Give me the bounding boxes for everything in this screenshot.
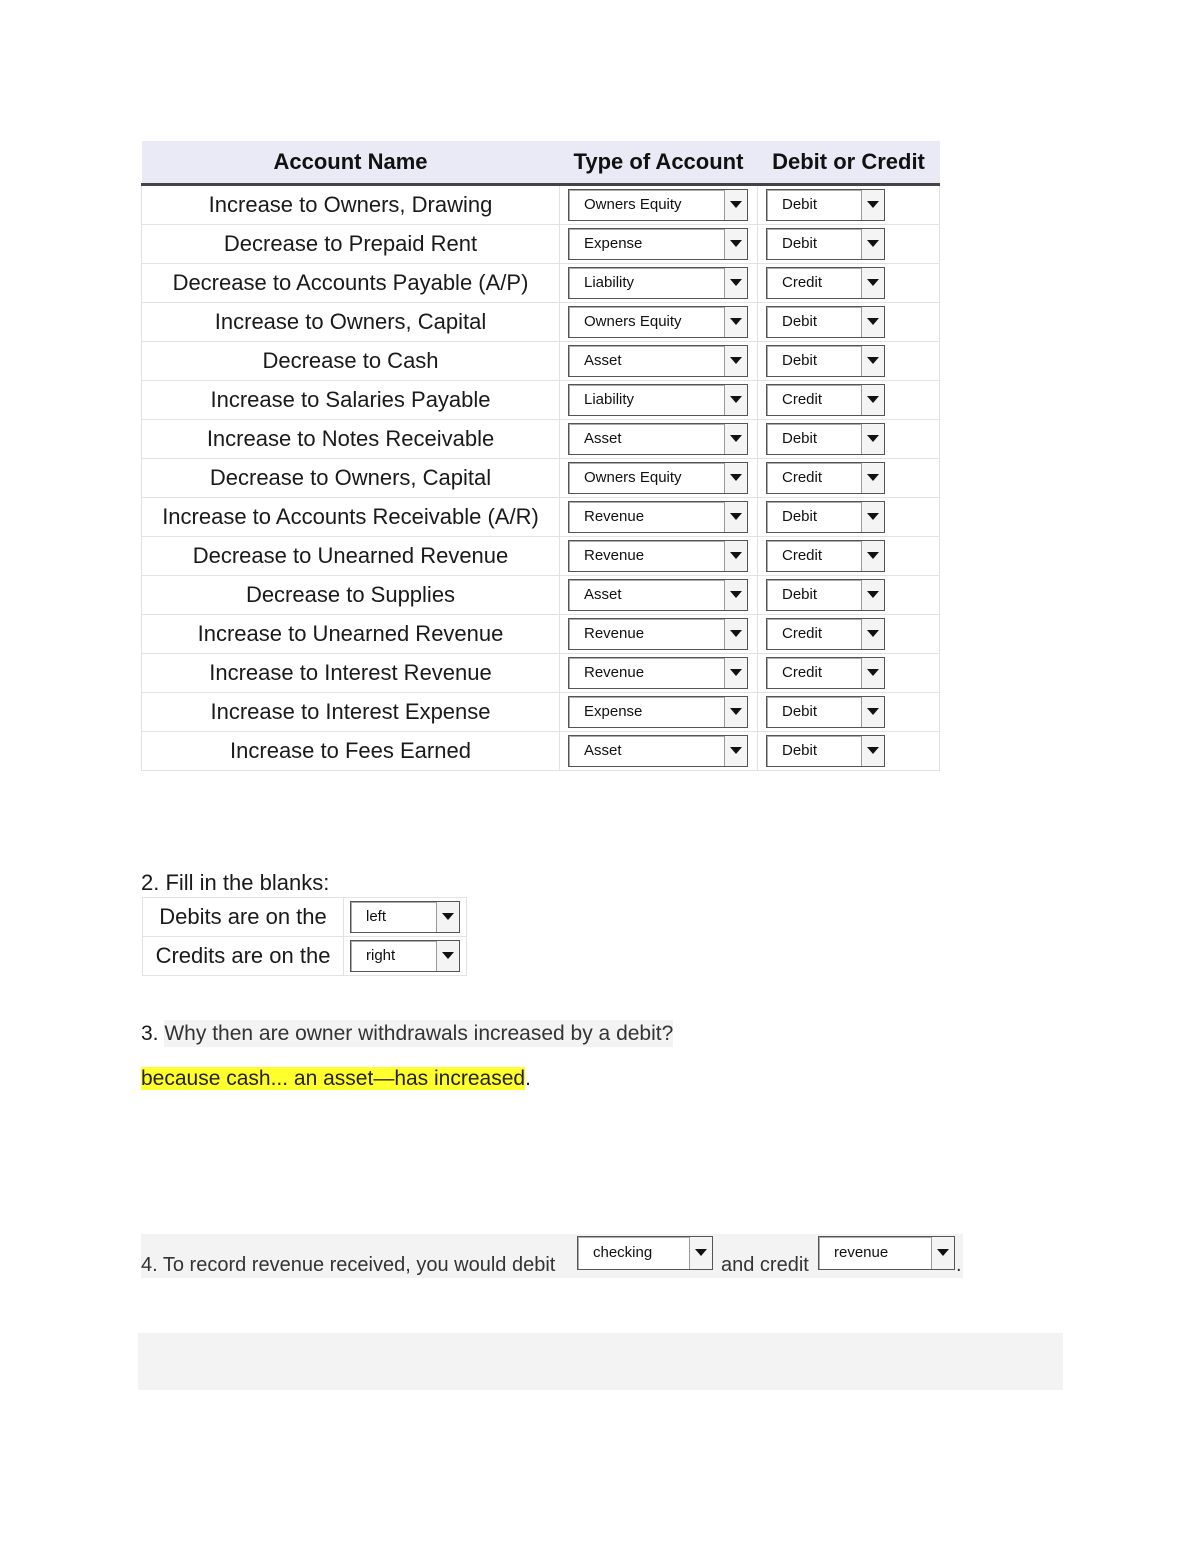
debit-or-credit-select[interactable] bbox=[766, 540, 885, 572]
debit-or-credit-select[interactable] bbox=[766, 735, 885, 767]
account-name-cell bbox=[142, 537, 560, 576]
table-header-row bbox=[142, 141, 940, 185]
type-of-account-select[interactable] bbox=[568, 384, 748, 416]
table-row bbox=[142, 185, 940, 225]
account-name: Increase to Owners, Capital bbox=[214, 309, 487, 334]
select-value: Credit bbox=[782, 274, 823, 291]
account-name: Decrease to Cash bbox=[262, 348, 439, 373]
select-value: Debit bbox=[782, 235, 818, 252]
select-value: Debit bbox=[782, 586, 818, 603]
table-row bbox=[143, 898, 467, 937]
select-value: Credit bbox=[782, 547, 823, 564]
debit-or-credit-select[interactable] bbox=[766, 657, 885, 689]
chevron-down-icon[interactable] bbox=[724, 697, 747, 727]
select-value: Owners Equity bbox=[584, 313, 682, 330]
credits-side-select[interactable] bbox=[350, 940, 460, 972]
chevron-down-icon[interactable] bbox=[724, 736, 747, 766]
chevron-down-icon[interactable] bbox=[436, 941, 459, 971]
chevron-down-icon[interactable] bbox=[861, 697, 884, 727]
type-of-account-select[interactable] bbox=[568, 501, 748, 533]
select-value: Debit bbox=[782, 196, 818, 213]
account-name: Increase to Interest Revenue bbox=[209, 660, 492, 685]
select-value: Credit bbox=[782, 469, 823, 486]
account-name-cell bbox=[142, 342, 560, 381]
type-of-account-select[interactable] bbox=[568, 189, 748, 221]
chevron-down-icon[interactable] bbox=[861, 736, 884, 766]
debit-or-credit-select[interactable] bbox=[766, 306, 885, 338]
chevron-down-icon[interactable] bbox=[861, 502, 884, 532]
select-value: Credit bbox=[782, 391, 823, 408]
header-type-of-account: Type of Account bbox=[560, 141, 758, 185]
chevron-down-icon[interactable] bbox=[724, 463, 747, 493]
select-value: Revenue bbox=[584, 625, 645, 642]
account-name-cell bbox=[142, 615, 560, 654]
account-name: Increase to Interest Expense bbox=[210, 699, 491, 724]
chevron-down-icon[interactable] bbox=[861, 268, 884, 298]
table-row bbox=[142, 420, 940, 459]
debit-or-credit-select[interactable] bbox=[766, 696, 885, 728]
q3-answer bbox=[141, 1067, 531, 1091]
type-of-account-select[interactable] bbox=[568, 579, 748, 611]
select-value: Debit bbox=[782, 508, 818, 525]
account-name-cell bbox=[142, 381, 560, 420]
chevron-down-icon[interactable] bbox=[861, 190, 884, 220]
chevron-down-icon[interactable] bbox=[724, 268, 747, 298]
select-value: Debit bbox=[782, 742, 818, 759]
select-value: Owners Equity bbox=[584, 469, 682, 486]
table-row bbox=[143, 937, 467, 976]
select-value: Asset bbox=[584, 352, 622, 369]
q4-middle: and credit bbox=[721, 1254, 809, 1276]
q3-answer-highlight: because cash... an asset—has increased bbox=[141, 1067, 526, 1090]
table-row bbox=[142, 615, 940, 654]
chevron-down-icon[interactable] bbox=[724, 190, 747, 220]
debit-or-credit-select[interactable] bbox=[766, 579, 885, 611]
chevron-down-icon[interactable] bbox=[724, 229, 747, 259]
account-name-cell bbox=[142, 459, 560, 498]
select-value: Revenue bbox=[584, 664, 645, 681]
table-row bbox=[142, 576, 940, 615]
debit-or-credit-select[interactable] bbox=[766, 462, 885, 494]
type-of-account-select[interactable] bbox=[568, 345, 748, 377]
table-row bbox=[142, 498, 940, 537]
chevron-down-icon[interactable] bbox=[931, 1237, 954, 1269]
chevron-down-icon[interactable] bbox=[724, 580, 747, 610]
chevron-down-icon[interactable] bbox=[861, 541, 884, 571]
debit-or-credit-select[interactable] bbox=[766, 189, 885, 221]
q3-number: 3. bbox=[141, 1022, 159, 1045]
select-value: right bbox=[366, 947, 396, 964]
select-value: Asset bbox=[584, 586, 622, 603]
select-value: checking bbox=[593, 1244, 653, 1261]
account-name: Increase to Accounts Receivable (A/R) bbox=[162, 504, 539, 529]
q2-title: 2. Fill in the blanks: bbox=[141, 870, 330, 895]
account-name: Decrease to Supplies bbox=[245, 582, 456, 607]
select-value: Revenue bbox=[584, 547, 645, 564]
chevron-down-icon[interactable] bbox=[861, 346, 884, 376]
chevron-down-icon[interactable] bbox=[436, 902, 459, 932]
select-value: Debit bbox=[782, 430, 818, 447]
account-name-cell bbox=[142, 264, 560, 303]
account-name-cell bbox=[142, 185, 560, 225]
debit-or-credit-select[interactable] bbox=[766, 345, 885, 377]
select-value: left bbox=[366, 908, 387, 925]
q3-answer-period: . bbox=[525, 1067, 531, 1090]
type-of-account-select[interactable] bbox=[568, 267, 748, 299]
type-of-account-select[interactable] bbox=[568, 423, 748, 455]
account-name: Decrease to Accounts Payable (A/P) bbox=[172, 270, 529, 295]
table-row bbox=[142, 264, 940, 303]
account-name-cell bbox=[142, 303, 560, 342]
debits-side-select[interactable] bbox=[350, 901, 460, 933]
chevron-down-icon[interactable] bbox=[861, 385, 884, 415]
account-name-cell bbox=[142, 732, 560, 771]
select-value: Liability bbox=[584, 274, 635, 291]
chevron-down-icon[interactable] bbox=[861, 658, 884, 688]
q3-question-text: Why then are owner withdrawals increased by a debit? bbox=[164, 1022, 674, 1045]
select-value: Debit bbox=[782, 352, 818, 369]
table-row bbox=[142, 342, 940, 381]
account-name: Decrease to Prepaid Rent bbox=[223, 231, 478, 256]
credits-label: Credits are on the bbox=[143, 937, 344, 976]
table-row bbox=[142, 732, 940, 771]
q4-prefix: 4. To record revenue received, you would debit bbox=[141, 1254, 556, 1276]
select-value: Liability bbox=[584, 391, 635, 408]
debit-or-credit-select[interactable] bbox=[766, 501, 885, 533]
table-row bbox=[142, 537, 940, 576]
table-row bbox=[142, 693, 940, 732]
header-account-name: Account Name bbox=[142, 141, 560, 185]
answer-box bbox=[138, 1333, 1063, 1390]
account-name-cell bbox=[142, 576, 560, 615]
type-of-account-select[interactable] bbox=[568, 306, 748, 338]
account-name: Increase to Fees Earned bbox=[230, 738, 471, 763]
select-value: Asset bbox=[584, 430, 622, 447]
account-name: Decrease to Unearned Revenue bbox=[192, 543, 509, 568]
account-name-cell bbox=[142, 420, 560, 459]
fill-blanks-table bbox=[142, 897, 467, 976]
debits-label: Debits are on the bbox=[143, 898, 344, 937]
debit-or-credit-select[interactable] bbox=[766, 228, 885, 260]
chevron-down-icon[interactable] bbox=[724, 658, 747, 688]
chevron-down-icon[interactable] bbox=[861, 307, 884, 337]
chevron-down-icon[interactable] bbox=[724, 424, 747, 454]
chevron-down-icon[interactable] bbox=[724, 307, 747, 337]
select-value: Revenue bbox=[584, 508, 645, 525]
account-name: Increase to Salaries Payable bbox=[210, 387, 491, 412]
chevron-down-icon[interactable] bbox=[724, 619, 747, 649]
q4-question bbox=[141, 1234, 963, 1278]
type-of-account-select[interactable] bbox=[568, 696, 748, 728]
account-table bbox=[141, 141, 940, 771]
select-value: Debit bbox=[782, 313, 818, 330]
select-value: Debit bbox=[782, 703, 818, 720]
debit-or-credit-select[interactable] bbox=[766, 618, 885, 650]
chevron-down-icon[interactable] bbox=[724, 502, 747, 532]
type-of-account-select[interactable] bbox=[568, 618, 748, 650]
q4-end: . bbox=[956, 1254, 962, 1276]
account-name-cell bbox=[142, 225, 560, 264]
chevron-down-icon[interactable] bbox=[861, 580, 884, 610]
select-value: Credit bbox=[782, 625, 823, 642]
chevron-down-icon[interactable] bbox=[861, 463, 884, 493]
chevron-down-icon[interactable] bbox=[724, 385, 747, 415]
account-name-cell bbox=[142, 654, 560, 693]
table-row bbox=[142, 303, 940, 342]
table-row bbox=[142, 459, 940, 498]
header-debit-or-credit: Debit or Credit bbox=[758, 141, 940, 185]
chevron-down-icon[interactable] bbox=[724, 541, 747, 571]
select-value: Credit bbox=[782, 664, 823, 681]
chevron-down-icon[interactable] bbox=[861, 229, 884, 259]
account-name-cell bbox=[142, 498, 560, 537]
chevron-down-icon[interactable] bbox=[861, 619, 884, 649]
type-of-account-select[interactable] bbox=[568, 228, 748, 260]
type-of-account-select[interactable] bbox=[568, 735, 748, 767]
type-of-account-select[interactable] bbox=[568, 657, 748, 689]
account-name: Increase to Unearned Revenue bbox=[197, 621, 504, 646]
account-name: Increase to Notes Receivable bbox=[206, 426, 495, 451]
select-value: Asset bbox=[584, 742, 622, 759]
q3-question bbox=[141, 1022, 673, 1046]
chevron-down-icon[interactable] bbox=[689, 1237, 712, 1269]
table-row bbox=[142, 381, 940, 420]
select-value: Owners Equity bbox=[584, 196, 682, 213]
account-name: Decrease to Owners, Capital bbox=[209, 465, 492, 490]
select-value: Expense bbox=[584, 703, 643, 720]
table-row bbox=[142, 654, 940, 693]
debit-or-credit-select[interactable] bbox=[766, 384, 885, 416]
account-name-cell bbox=[142, 693, 560, 732]
type-of-account-select[interactable] bbox=[568, 540, 748, 572]
debit-or-credit-select[interactable] bbox=[766, 423, 885, 455]
chevron-down-icon[interactable] bbox=[861, 424, 884, 454]
q4-debit-select[interactable] bbox=[577, 1236, 713, 1270]
table-row bbox=[142, 225, 940, 264]
select-value: revenue bbox=[834, 1244, 889, 1261]
select-value: Expense bbox=[584, 235, 643, 252]
account-name: Increase to Owners, Drawing bbox=[208, 192, 493, 217]
q4-credit-select[interactable] bbox=[818, 1236, 955, 1270]
type-of-account-select[interactable] bbox=[568, 462, 748, 494]
debit-or-credit-select[interactable] bbox=[766, 267, 885, 299]
chevron-down-icon[interactable] bbox=[724, 346, 747, 376]
